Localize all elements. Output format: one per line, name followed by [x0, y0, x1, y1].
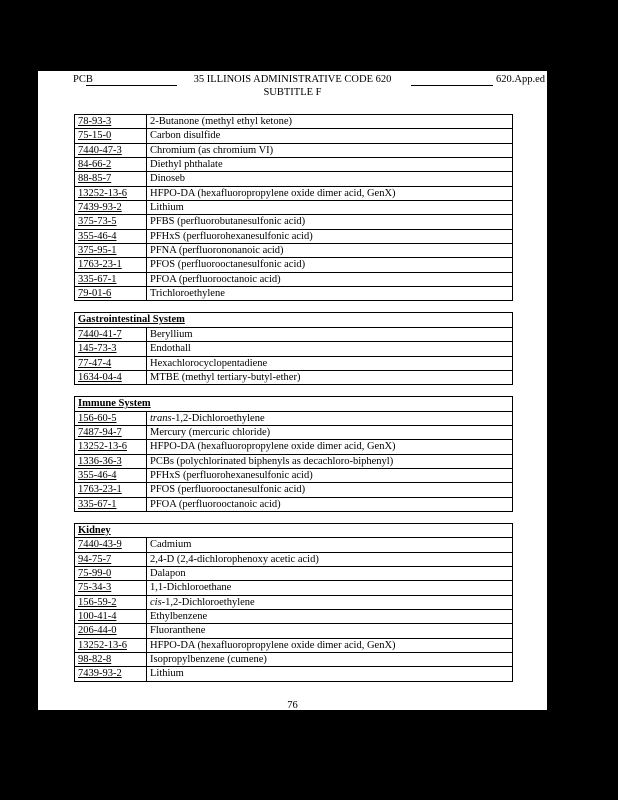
cas-number-cell: 100-41-4: [75, 610, 147, 624]
table-row: [75, 258, 513, 272]
chemical-name: HFPO-DA (hexafluoropropylene oxide dimer acid, GenX): [150, 441, 396, 453]
table-row: [75, 483, 513, 497]
table-row: [75, 624, 513, 638]
cas-number-cell: 78-93-3: [75, 115, 147, 129]
table-row: [75, 287, 513, 301]
chemical-name: PFOA (perfluorooctanoic acid): [150, 498, 281, 510]
chemical-name: PFOS (perfluorooctanesulfonic acid): [150, 259, 306, 271]
chemical-table: [74, 114, 513, 682]
cas-number-cell: 375-73-5: [75, 215, 147, 229]
chemical-name: Chromium (as chromium VI): [150, 144, 274, 156]
table-row: [75, 595, 513, 609]
chemical-name: HFPO-DA (hexafluoropropylene oxide dimer acid, GenX): [150, 187, 396, 199]
table-row: [75, 440, 513, 454]
spacer-row: [75, 511, 513, 523]
chemical-name-cell: [147, 624, 513, 638]
table-row: [75, 172, 513, 186]
cas-number-cell: 1634-04-4: [75, 370, 147, 384]
cas-number-cell: 355-46-4: [75, 229, 147, 243]
chemical-name-cell: [147, 552, 513, 566]
spacer-row: [75, 301, 513, 313]
spacer-row: [75, 385, 513, 397]
cas-number-cell: 156-59-2: [75, 595, 147, 609]
cas-number-cell: 335-67-1: [75, 497, 147, 511]
cas-number-cell: 1763-23-1: [75, 258, 147, 272]
table-row: [75, 201, 513, 215]
chemical-name-cell: [147, 411, 513, 425]
header-subtitle: SUBTITLE F: [263, 87, 322, 98]
chemical-name: Mercury (mercuric chloride): [150, 426, 271, 438]
chemical-name-cell: [147, 158, 513, 172]
chemical-name: PFOA (perfluorooctanoic acid): [150, 273, 281, 285]
cas-number-cell: 79-01-6: [75, 287, 147, 301]
cas-number-cell: 7440-43-9: [75, 538, 147, 552]
page-number: 76: [287, 700, 298, 711]
chemical-name-cell: [147, 667, 513, 681]
chemical-name-cell: [147, 342, 513, 356]
chemical-name: Trichloroethylene: [150, 288, 225, 300]
chemical-name: PFNA (perfluorononanoic acid): [150, 245, 284, 257]
chemical-name: 2-Butanone (methyl ethyl ketone): [150, 116, 293, 127]
table-row: [75, 411, 513, 425]
table-row: [75, 538, 513, 552]
chemical-name-cell: [147, 610, 513, 624]
cas-number-cell: 7487-94-7: [75, 425, 147, 439]
cas-number-cell: 335-67-1: [75, 272, 147, 286]
table-row: [75, 158, 513, 172]
chemical-name: PFBS (perfluorobutanesulfonic acid): [150, 216, 306, 228]
chemical-name-cell: [147, 454, 513, 468]
chemical-name: Lithium: [150, 202, 184, 214]
table-row: [75, 454, 513, 468]
document-page: [38, 71, 547, 710]
chemical-name-cell: [147, 638, 513, 652]
cas-number-cell: 206-44-0: [75, 624, 147, 638]
cas-number-cell: 75-15-0: [75, 129, 147, 143]
cas-number-cell: 145-73-3: [75, 342, 147, 356]
isomer-prefix: trans: [150, 412, 172, 424]
chemical-name-cell: [147, 566, 513, 580]
chemical-name: MTBE (methyl tertiary-butyl-ether): [150, 371, 301, 383]
table-row: [75, 552, 513, 566]
header-center: 35 ILLINOIS ADMINISTRATIVE CODE 620: [193, 74, 392, 85]
chemical-name: PCBs (polychlorinated biphenyls as decachloro-biphenyl): [150, 455, 394, 467]
chemical-name-cell: [147, 129, 513, 143]
table-row: [75, 186, 513, 200]
spacer-cell: [75, 301, 513, 313]
chemical-name-cell: [147, 497, 513, 511]
cas-number-cell: 7440-47-3: [75, 143, 147, 157]
chemical-name: Ethylbenzene: [150, 611, 208, 622]
chemical-name-cell: [147, 172, 513, 186]
table-row: [75, 638, 513, 652]
section-title: Kidney: [75, 523, 513, 537]
chemical-name-cell: [147, 581, 513, 595]
chemical-name: Lithium: [150, 668, 184, 680]
chemical-name: PFOS (perfluorooctanesulfonic acid): [150, 484, 306, 496]
cas-number-cell: 88-85-7: [75, 172, 147, 186]
table-row: [75, 610, 513, 624]
chemical-name-cell: [147, 425, 513, 439]
chemical-name-cell: [147, 229, 513, 243]
spacer-cell: [75, 385, 513, 397]
chemical-name-cell: [147, 287, 513, 301]
chemical-name: Endothall: [150, 343, 191, 355]
chemical-name: 2,4-D (2,4-dichlorophenoxy acetic acid): [150, 553, 319, 565]
section-header-row: [75, 397, 513, 411]
chemical-name: Isopropylbenzene (cumene): [150, 654, 267, 666]
table-row: [75, 229, 513, 243]
chemical-name-cell: [147, 115, 513, 129]
cas-number-cell: 375-95-1: [75, 244, 147, 258]
isomer-prefix: cis: [150, 596, 162, 608]
chemical-name: Hexachlorocyclopentadiene: [150, 357, 268, 369]
cas-number-cell: 77-47-4: [75, 356, 147, 370]
header-rule: [411, 85, 493, 86]
chemical-name-cell: [147, 244, 513, 258]
table-row: [75, 581, 513, 595]
table-row: [75, 425, 513, 439]
table-row: [75, 115, 513, 129]
cas-number-cell: 94-75-7: [75, 552, 147, 566]
cas-number-cell: 13252-13-6: [75, 440, 147, 454]
table-row: [75, 653, 513, 667]
section-header-row: [75, 523, 513, 537]
table-row: [75, 356, 513, 370]
cas-number-cell: 75-34-3: [75, 581, 147, 595]
table-row: [75, 215, 513, 229]
header-right: 620.App.ed: [496, 74, 545, 85]
chemical-name: HFPO-DA (hexafluoropropylene oxide dimer acid, GenX): [150, 639, 396, 651]
table-row: [75, 497, 513, 511]
cas-number-cell: 13252-13-6: [75, 186, 147, 200]
chemical-name-cell: [147, 356, 513, 370]
chemical-name: PFHxS (perfluorohexanesulfonic acid): [150, 230, 313, 242]
table-row: [75, 244, 513, 258]
chemical-name: -1,2-Dichloroethylene: [161, 596, 255, 608]
chemical-name-cell: [147, 186, 513, 200]
table-row: [75, 667, 513, 681]
table-row: [75, 272, 513, 286]
chemical-name-cell: [147, 370, 513, 384]
header-left: PCB: [73, 74, 93, 85]
chemical-name-cell: [147, 483, 513, 497]
table-row: [75, 566, 513, 580]
chemical-name-cell: [147, 201, 513, 215]
chemical-name-cell: [147, 653, 513, 667]
header-rule: [86, 85, 177, 86]
chemical-name-cell: [147, 327, 513, 341]
chemical-name: Diethyl phthalate: [150, 159, 223, 171]
chemical-name: Carbon disulfide: [150, 130, 221, 142]
chemical-name-cell: [147, 258, 513, 272]
cas-number-cell: 7439-93-2: [75, 667, 147, 681]
cas-number-cell: 13252-13-6: [75, 638, 147, 652]
table-row: [75, 129, 513, 143]
cas-number-cell: 84-66-2: [75, 158, 147, 172]
chemical-name-cell: [147, 215, 513, 229]
cas-number-cell: 355-46-4: [75, 468, 147, 482]
section-title: Immune System: [75, 397, 513, 411]
chemical-name-cell: [147, 143, 513, 157]
cas-number-cell: 7439-93-2: [75, 201, 147, 215]
chemical-name-cell: [147, 468, 513, 482]
chemical-name-cell: [147, 595, 513, 609]
chemical-name: -1,2-Dichloroethylene: [171, 412, 265, 424]
table-row: [75, 143, 513, 157]
table-row: [75, 370, 513, 384]
chemical-name: 1,1-Dichloroethane: [150, 582, 232, 594]
chemical-name-cell: [147, 538, 513, 552]
spacer-cell: [75, 511, 513, 523]
chemical-name: Cadmium: [150, 539, 192, 551]
section-title: Gastrointestinal System: [75, 313, 513, 327]
chemical-name-cell: [147, 440, 513, 454]
section-header-row: [75, 313, 513, 327]
chemical-name: Dalapon: [150, 567, 186, 579]
cas-number-cell: 7440-41-7: [75, 327, 147, 341]
cas-number-cell: 1336-36-3: [75, 454, 147, 468]
cas-number-cell: 1763-23-1: [75, 483, 147, 497]
chemical-name: PFHxS (perfluorohexanesulfonic acid): [150, 469, 313, 481]
chemical-name: Dinoseb: [150, 173, 185, 185]
table-row: [75, 327, 513, 341]
chemical-name: Beryllium: [150, 328, 193, 340]
chemical-name: Fluoranthene: [150, 625, 206, 637]
table-row: [75, 468, 513, 482]
table-row: [75, 342, 513, 356]
chemical-name-cell: [147, 272, 513, 286]
cas-number-cell: 98-82-8: [75, 653, 147, 667]
cas-number-cell: 156-60-5: [75, 411, 147, 425]
cas-number-cell: 75-99-0: [75, 566, 147, 580]
